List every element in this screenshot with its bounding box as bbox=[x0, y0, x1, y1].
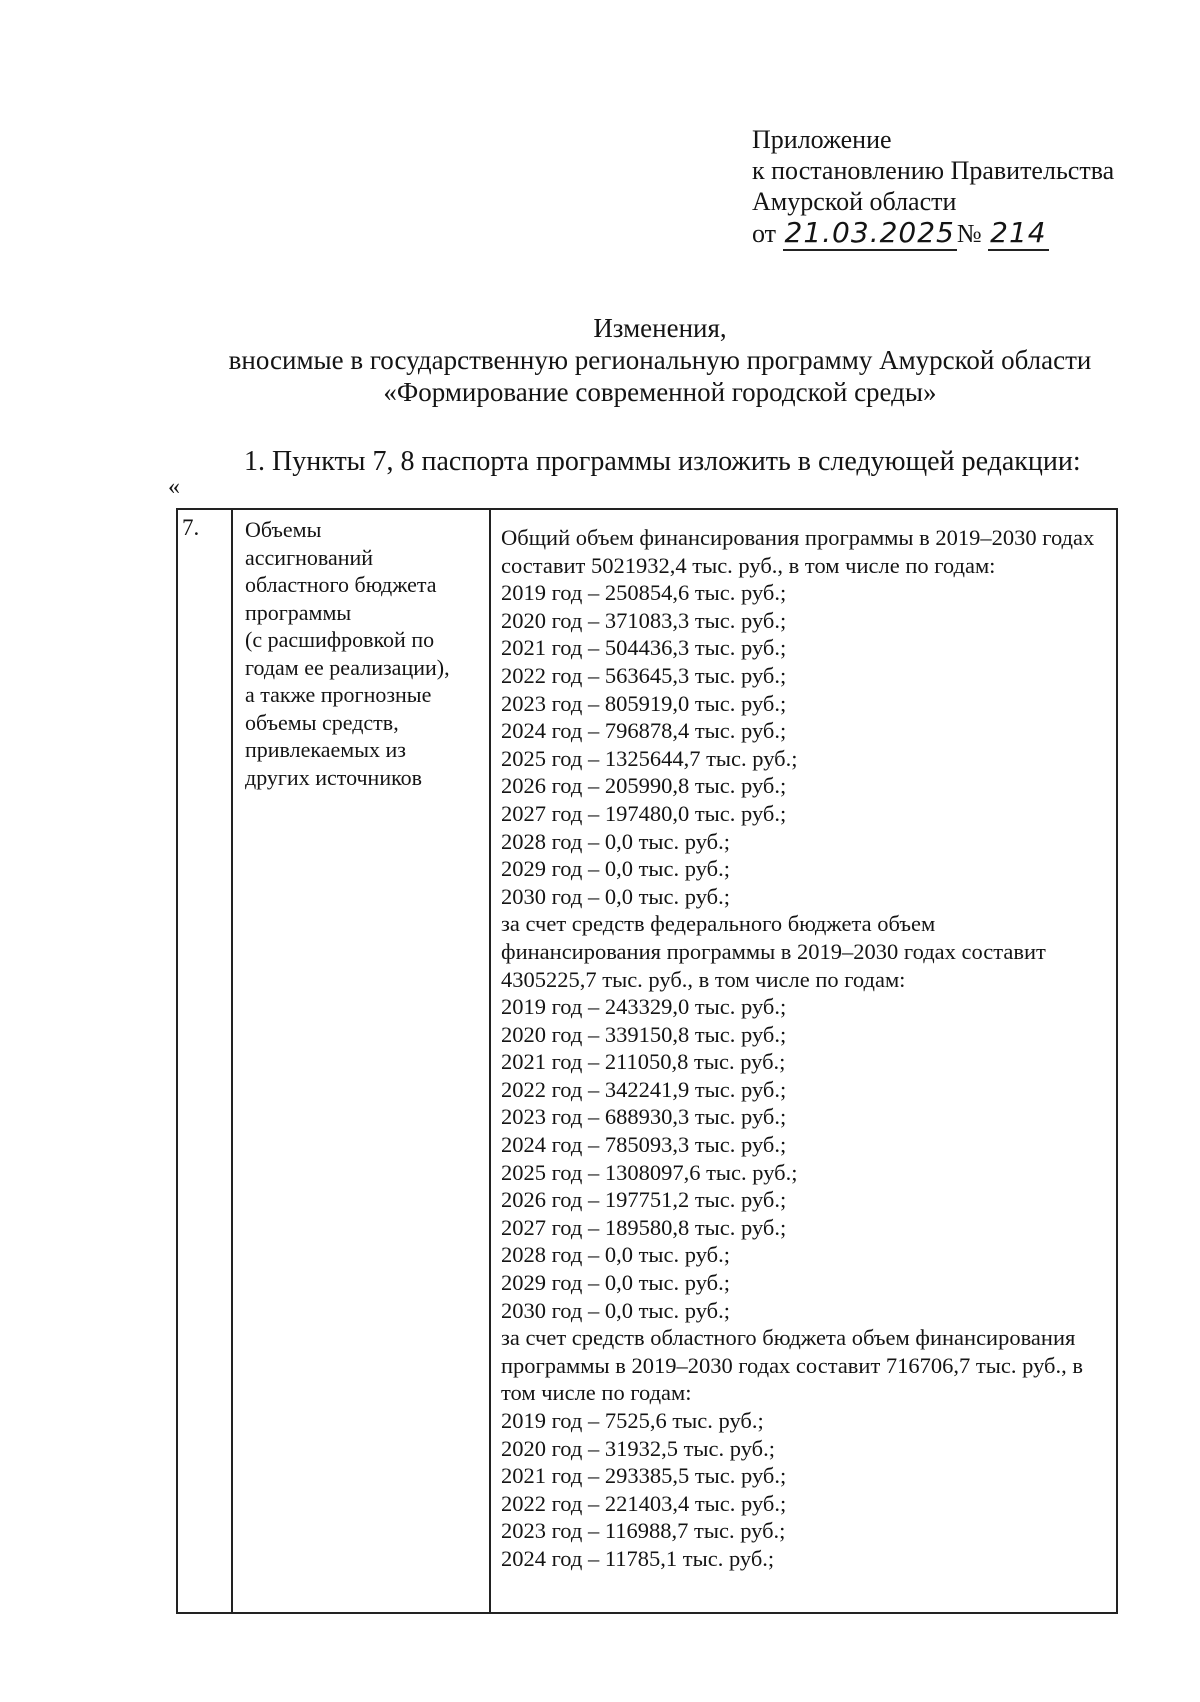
row-number-cell: 7. bbox=[178, 510, 233, 1612]
appendix-block bbox=[752, 124, 1114, 249]
content-line: составит 5021932,4 тыс. руб., в том числе по годам: bbox=[501, 552, 996, 578]
content-line: 2022 год – 221403,4 тыс. руб.; bbox=[501, 1490, 787, 1516]
content-line: 2028 год – 0,0 тыс. руб.; bbox=[501, 828, 731, 854]
heading-subtitle: вносимые в государственную региональную программу Амурской области bbox=[228, 345, 1092, 375]
content-line: 2024 год – 796878,4 тыс. руб.; bbox=[501, 718, 787, 744]
row-name-line: привлекаемых из bbox=[245, 737, 406, 762]
content-line: 2020 год – 339150,8 тыс. руб.; bbox=[501, 1021, 787, 1047]
number-prefix: № bbox=[956, 219, 982, 248]
content-line: 2025 год – 1308097,6 тыс. руб.; bbox=[501, 1159, 798, 1185]
content-line: 2022 год – 563645,3 тыс. руб.; bbox=[501, 662, 787, 688]
content-line: 2020 год – 31932,5 тыс. руб.; bbox=[501, 1435, 776, 1461]
content-line: 2026 год – 205990,8 тыс. руб.; bbox=[501, 773, 787, 799]
open-quote: « bbox=[168, 474, 180, 500]
row-name-line: годам ее реализации), bbox=[245, 654, 450, 680]
row-name-line: (с расшифровкой по bbox=[245, 627, 435, 652]
handwritten-date: 21.03.2025 bbox=[784, 216, 955, 249]
content-line: 2019 год – 243329,0 тыс. руб.; bbox=[501, 994, 787, 1020]
content-line: программы в 2019–2030 годах составит 716706,7 тыс. руб., в bbox=[501, 1352, 1083, 1378]
content-line: 2024 год – 11785,1 тыс. руб.; bbox=[501, 1545, 775, 1571]
content-line: финансирования программы в 2019–2030 годах составит bbox=[501, 938, 1046, 964]
content-line: 2021 год – 211050,8 тыс. руб.; bbox=[501, 1049, 786, 1075]
content-line: за счет средств областного бюджета объем финансирования bbox=[501, 1325, 1076, 1351]
content-line: 2023 год – 116988,7 тыс. руб.; bbox=[501, 1518, 786, 1544]
document-heading bbox=[140, 312, 1180, 408]
row-name-line: программы bbox=[245, 599, 352, 625]
heading-title: Изменения, bbox=[593, 313, 727, 343]
appendix-date-line bbox=[752, 217, 1114, 249]
content-line: том числе по годам: bbox=[501, 1380, 692, 1406]
row-name-line: других источников bbox=[245, 764, 423, 790]
appendix-resolution: к постановлению Правительства bbox=[752, 156, 1115, 185]
content-line: 2020 год – 371083,3 тыс. руб.; bbox=[501, 607, 787, 633]
content-line: 2019 год – 7525,6 тыс. руб.; bbox=[501, 1408, 764, 1433]
content-line: 2029 год – 0,0 тыс. руб.; bbox=[501, 856, 731, 882]
content-line: 2026 год – 197751,2 тыс. руб.; bbox=[501, 1187, 787, 1213]
row-name-line: объемы средств, bbox=[245, 709, 399, 735]
content-line: Общий объем финансирования программы в 2019–2030 годах bbox=[501, 525, 1095, 550]
passport-table bbox=[176, 508, 1118, 1614]
content-line: 2029 год – 0,0 тыс. руб.; bbox=[501, 1270, 731, 1296]
content-line: 2021 год – 293385,5 тыс. руб.; bbox=[501, 1463, 787, 1489]
row-name-cell bbox=[233, 510, 491, 1612]
appendix-title: Приложение bbox=[752, 125, 892, 154]
content-line: 2021 год – 504436,3 тыс. руб.; bbox=[501, 635, 787, 661]
content-line: за счет средств федерального бюджета объем bbox=[501, 911, 936, 937]
heading-program-name: «Формирование современной городской среды» bbox=[383, 377, 937, 407]
content-line: 2022 год – 342241,9 тыс. руб.; bbox=[501, 1076, 787, 1102]
content-line: 2023 год – 805919,0 тыс. руб.; bbox=[501, 690, 787, 716]
date-prefix: от bbox=[752, 219, 777, 248]
content-line: 2025 год – 1325644,7 тыс. руб.; bbox=[501, 745, 798, 771]
content-line: 2030 год – 0,0 тыс. руб.; bbox=[501, 1297, 731, 1323]
intro-paragraph: 1. Пункты 7, 8 паспорта программы изложить в следующей редакции: bbox=[244, 446, 1081, 477]
row-name-line: а также прогнозные bbox=[245, 682, 432, 707]
appendix-region: Амурской области bbox=[752, 187, 957, 216]
content-line: 2030 год – 0,0 тыс. руб.; bbox=[501, 883, 731, 909]
row-name-line: Объемы bbox=[245, 517, 322, 542]
content-line: 2024 год – 785093,3 тыс. руб.; bbox=[501, 1132, 787, 1158]
row-name-line: ассигнований bbox=[245, 544, 374, 570]
content-line: 2027 год – 189580,8 тыс. руб.; bbox=[501, 1214, 787, 1240]
content-line: 2019 год – 250854,6 тыс. руб.; bbox=[501, 580, 787, 606]
row-content-cell bbox=[491, 510, 1116, 1612]
content-line: 4305225,7 тыс. руб., в том числе по годам: bbox=[501, 966, 906, 992]
handwritten-number: 214 bbox=[990, 216, 1047, 249]
content-line: 2027 год – 197480,0 тыс. руб.; bbox=[501, 800, 787, 826]
content-line: 2023 год – 688930,3 тыс. руб.; bbox=[501, 1104, 787, 1130]
row-name-line: областного бюджета bbox=[245, 572, 437, 597]
content-line: 2028 год – 0,0 тыс. руб.; bbox=[501, 1242, 731, 1268]
